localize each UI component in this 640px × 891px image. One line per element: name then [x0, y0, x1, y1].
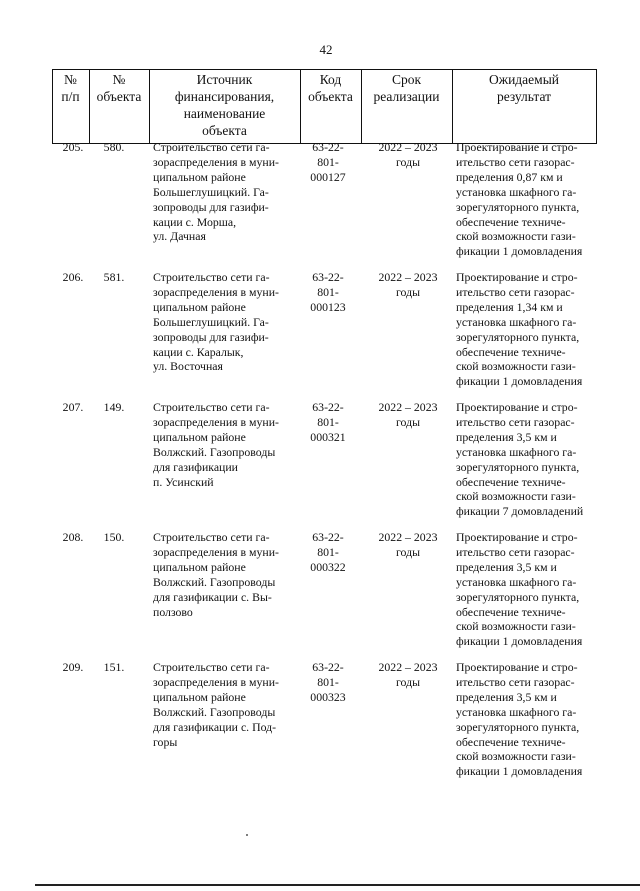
object-number: 149. — [103, 400, 125, 414]
row-number: 205. — [62, 140, 84, 154]
expected-result: Проектирование и стро- ительство сети газорас- пределения 3,5 км и установка шкафного га- зорегуляторного пункта, обеспечение техниче- ской возможности гази- фикации 1 домовладения — [456, 660, 583, 779]
object-number: 581. — [103, 270, 125, 284]
object-code: 63-22- 801- 000323 — [310, 660, 346, 704]
implementation-term: 2022 – 2023 годы — [378, 530, 438, 559]
object-code: 63-22- 801- 000127 — [310, 140, 346, 184]
header-object-code: Код объекта — [308, 72, 353, 104]
object-code: 63-22- 801- 000321 — [310, 400, 346, 444]
page-number: 42 — [319, 42, 333, 57]
expected-result: Проектирование и стро- ительство сети газорас- пределения 1,34 км и установка шкафного га- зорегуляторного пункта, обеспечение техниче- ской возможности гази- фикации 1 домовладения — [456, 270, 583, 389]
row-number: 209. — [62, 660, 84, 674]
object-number: 151. — [103, 660, 125, 674]
object-number: 150. — [103, 530, 125, 544]
table-top-border — [52, 69, 597, 70]
header-implementation-term: Срок реализации — [373, 72, 440, 104]
implementation-term: 2022 – 2023 годы — [378, 400, 438, 429]
funding-source: Строительство сети га- зораспределения в муни- ципальном районе Большеглушицкий. Га- зопроводы для газифи- кации с. Каралык, ул. Восточная — [153, 270, 279, 374]
object-number: 580. — [103, 140, 125, 154]
funding-source: Строительство сети га- зораспределения в муни- ципальном районе Волжский. Газопроводы для газификации п. Усинский — [153, 400, 279, 489]
funding-source: Строительство сети га- зораспределения в муни- ципальном районе Волжский. Газопроводы для газификации с. Под- горы — [153, 660, 279, 749]
header-expected-result: Ожидаемый результат — [489, 72, 559, 104]
expected-result: Проектирование и стро- ительство сети газорас- пределения 0,87 км и установка шкафного га- зорегуляторного пункта, обеспечение техниче- ской возможности гази- фикации 1 домовладения — [456, 140, 583, 259]
header-object-number: № объекта — [96, 72, 142, 104]
implementation-term: 2022 – 2023 годы — [378, 270, 438, 299]
row-number: 206. — [62, 270, 84, 284]
header-row-number: № п/п — [61, 72, 80, 104]
header-divider — [596, 69, 597, 144]
financing-table — [52, 69, 597, 799]
page-bottom-rule — [35, 884, 640, 886]
object-code: 63-22- 801- 000322 — [310, 530, 346, 574]
implementation-term: 2022 – 2023 годы — [378, 660, 438, 689]
scan-speck — [246, 834, 248, 836]
expected-result: Проектирование и стро- ительство сети газорас- пределения 3,5 км и установка шкафного га- зорегуляторного пункта, обеспечение техниче- ской возможности гази- фикации 7 домовладений — [456, 400, 584, 519]
funding-source: Строительство сети га- зораспределения в муни- ципальном районе Волжский. Газопроводы для газификации с. Вы- ползово — [153, 530, 279, 619]
implementation-term: 2022 – 2023 годы — [378, 140, 438, 169]
expected-result: Проектирование и стро- ительство сети газорас- пределения 3,5 км и установка шкафного га- зорегуляторного пункта, обеспечение техниче- ской возможности гази- фикации 1 домовладения — [456, 530, 583, 649]
header-funding-source: Источник финансирования, наименование объекта — [174, 72, 275, 138]
object-code: 63-22- 801- 000123 — [310, 270, 346, 314]
funding-source: Строительство сети га- зораспределения в муни- ципальном районе Большеглушицкий. Га- зопроводы для газифи- кации с. Морша, ул. Дачная — [153, 140, 279, 244]
row-number: 207. — [62, 400, 84, 414]
row-number: 208. — [62, 530, 84, 544]
